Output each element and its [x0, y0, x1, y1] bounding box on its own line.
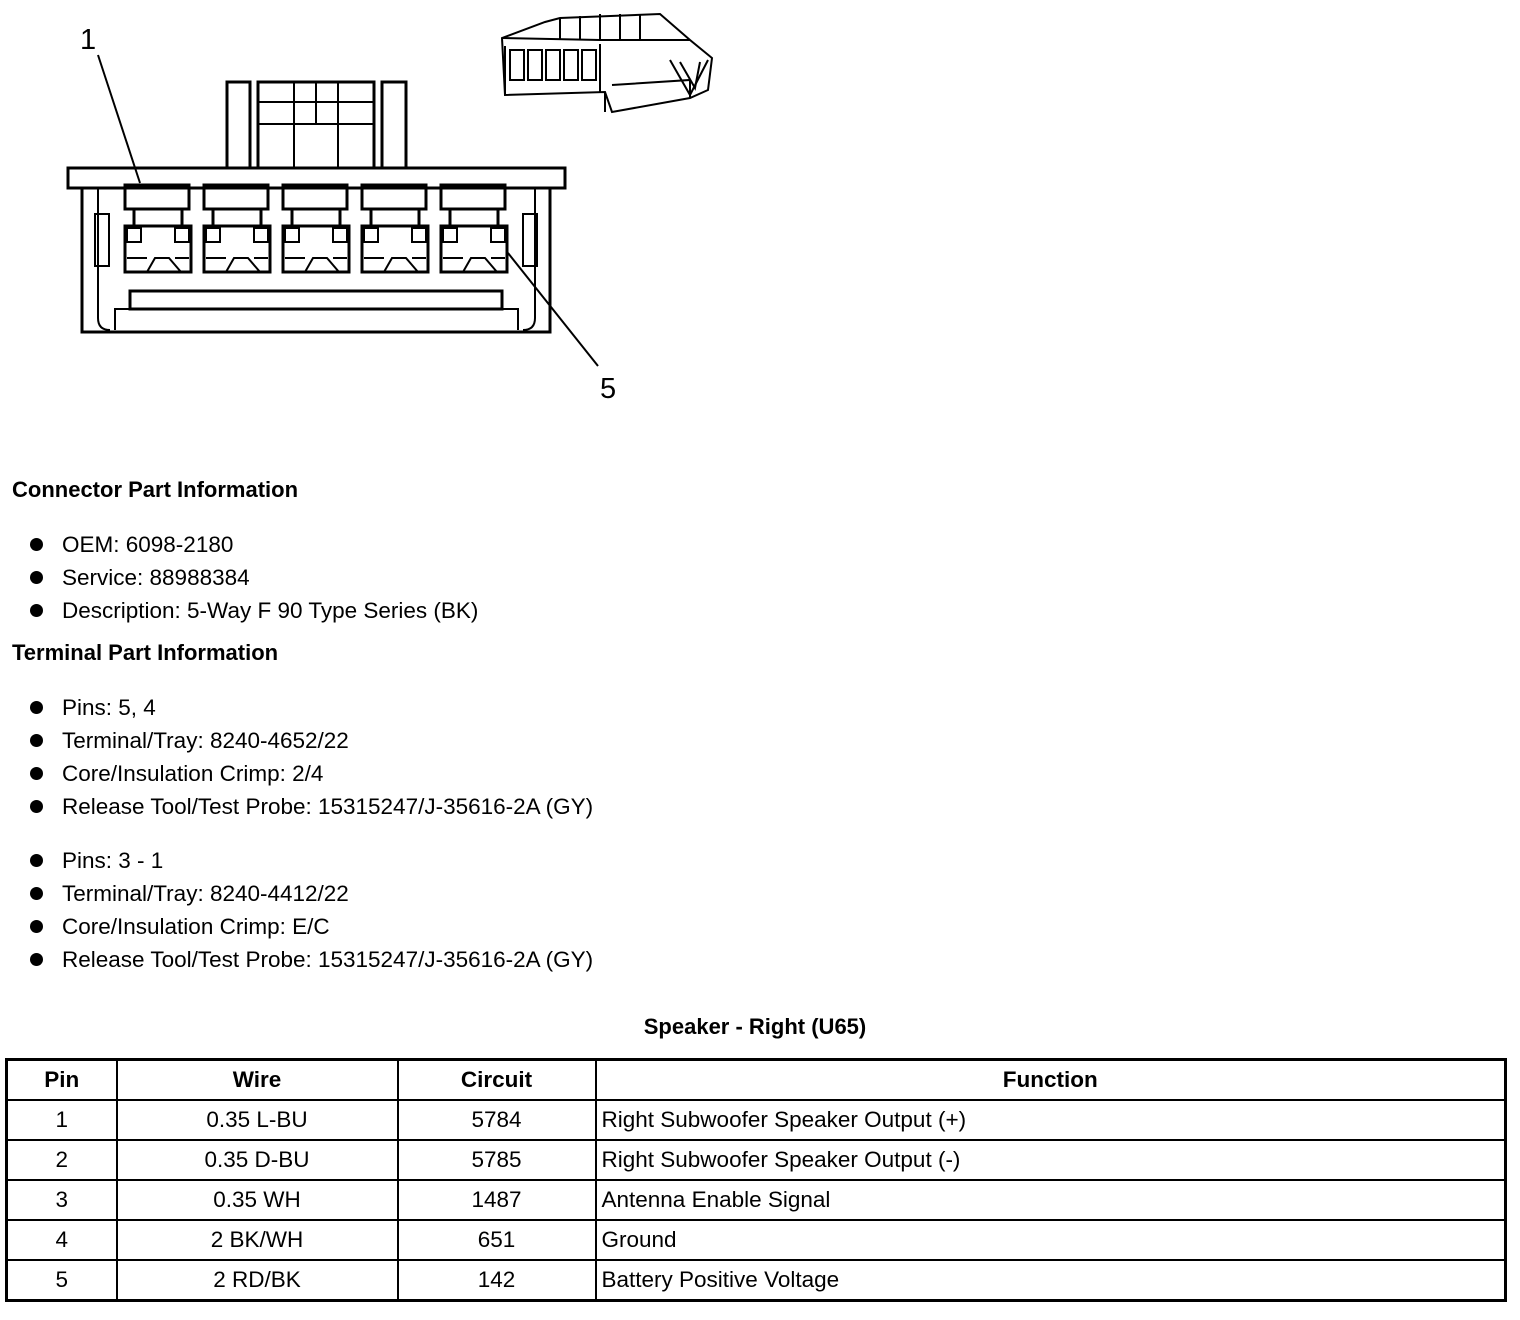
- terminal-info-group-2: [28, 844, 593, 976]
- column-header-pin: Pin: [7, 1060, 117, 1101]
- wire-cell: 2 BK/WH: [117, 1220, 398, 1260]
- callout-leader-1: [98, 55, 140, 183]
- table-row: [7, 1220, 1506, 1260]
- list-item-text: Description: 5-Way F 90 Type Series (BK): [62, 598, 479, 623]
- wire-cell: 0.35 D-BU: [117, 1140, 398, 1180]
- bullet-icon: [30, 920, 43, 933]
- pin-cell: 4: [7, 1220, 117, 1260]
- bullet-icon: [30, 953, 43, 966]
- circuit-cell: 5785: [398, 1140, 596, 1180]
- list-item-text: Release Tool/Test Probe: 15315247/J-35616-2A (GY): [62, 947, 594, 972]
- bullet-icon: [30, 701, 43, 714]
- pin-cell: 1: [7, 1100, 117, 1140]
- bullet-icon: [30, 887, 43, 900]
- terminal-info-group-1: [28, 691, 593, 823]
- table-row: [7, 1180, 1506, 1220]
- pin-cell: 5: [7, 1260, 117, 1301]
- list-item-text: Terminal/Tray: 8240-4412/22: [62, 881, 349, 906]
- bullet-icon: [30, 734, 43, 747]
- function-cell: Ground: [596, 1220, 1506, 1260]
- list-item: [28, 757, 593, 790]
- list-item-text: Terminal/Tray: 8240-4652/22: [62, 728, 349, 753]
- list-item-text: OEM: 6098-2180: [62, 532, 234, 557]
- bullet-icon: [30, 538, 43, 551]
- bullet-icon: [30, 571, 43, 584]
- connector-diagram: [0, 0, 1520, 420]
- bullet-icon: [30, 800, 43, 813]
- terminal-cavity: [283, 185, 349, 272]
- circuit-cell: 142: [398, 1260, 596, 1301]
- list-item-text: Core/Insulation Crimp: 2/4: [62, 761, 324, 786]
- connector-isometric-view: [502, 14, 712, 112]
- terminal-cavity: [125, 185, 191, 272]
- bullet-icon: [30, 604, 43, 617]
- list-item: [28, 594, 478, 627]
- column-header-circuit: Circuit: [398, 1060, 596, 1101]
- table-header-row: [7, 1060, 1506, 1101]
- list-item: [28, 943, 593, 976]
- list-item: [28, 528, 478, 561]
- function-cell: Battery Positive Voltage: [596, 1260, 1506, 1301]
- terminal-cavities: [125, 185, 507, 272]
- callout-pin-1: 1: [80, 24, 97, 56]
- list-item: [28, 561, 478, 594]
- function-cell: Antenna Enable Signal: [596, 1180, 1506, 1220]
- table-row: [7, 1140, 1506, 1180]
- bullet-icon: [30, 854, 43, 867]
- table-row: [7, 1100, 1506, 1140]
- circuit-cell: 5784: [398, 1100, 596, 1140]
- function-cell: Right Subwoofer Speaker Output (+): [596, 1100, 1506, 1140]
- callout-leader-5: [508, 253, 598, 366]
- bullet-icon: [30, 767, 43, 780]
- terminal-cavity: [204, 185, 270, 272]
- terminal-info-heading: Terminal Part Information: [12, 640, 279, 665]
- list-item-text: Release Tool/Test Probe: 15315247/J-35616-2A (GY): [62, 794, 594, 819]
- pin-cell: 3: [7, 1180, 117, 1220]
- terminal-cavity: [362, 185, 428, 272]
- list-item-text: Pins: 5, 4: [62, 695, 156, 720]
- circuit-cell: 1487: [398, 1180, 596, 1220]
- column-header-function: Function: [596, 1060, 1506, 1101]
- connector-info-heading: Connector Part Information: [12, 477, 299, 502]
- circuit-cell: 651: [398, 1220, 596, 1260]
- table-row: [7, 1260, 1506, 1301]
- list-item-text: Core/Insulation Crimp: E/C: [62, 914, 330, 939]
- wire-cell: 2 RD/BK: [117, 1260, 398, 1301]
- wire-cell: 0.35 WH: [117, 1180, 398, 1220]
- list-item: [28, 724, 593, 757]
- list-item-text: Pins: 3 - 1: [62, 848, 164, 873]
- list-item: [28, 910, 593, 943]
- pin-cell: 2: [7, 1140, 117, 1180]
- column-header-wire: Wire: [117, 1060, 398, 1101]
- terminal-cavity: [441, 185, 507, 272]
- list-item: [28, 691, 593, 724]
- list-item: [28, 877, 593, 910]
- callout-pin-5: 5: [600, 373, 617, 405]
- wire-cell: 0.35 L-BU: [117, 1100, 398, 1140]
- function-cell: Right Subwoofer Speaker Output (-): [596, 1140, 1506, 1180]
- list-item: [28, 790, 593, 823]
- connector-info-list: [28, 528, 478, 627]
- list-item-text: Service: 88988384: [62, 565, 250, 590]
- connector-face-view: [68, 82, 565, 332]
- pin-table: [5, 1058, 1507, 1302]
- list-item: [28, 844, 593, 877]
- pin-table-title: Speaker - Right (U65): [643, 1014, 867, 1039]
